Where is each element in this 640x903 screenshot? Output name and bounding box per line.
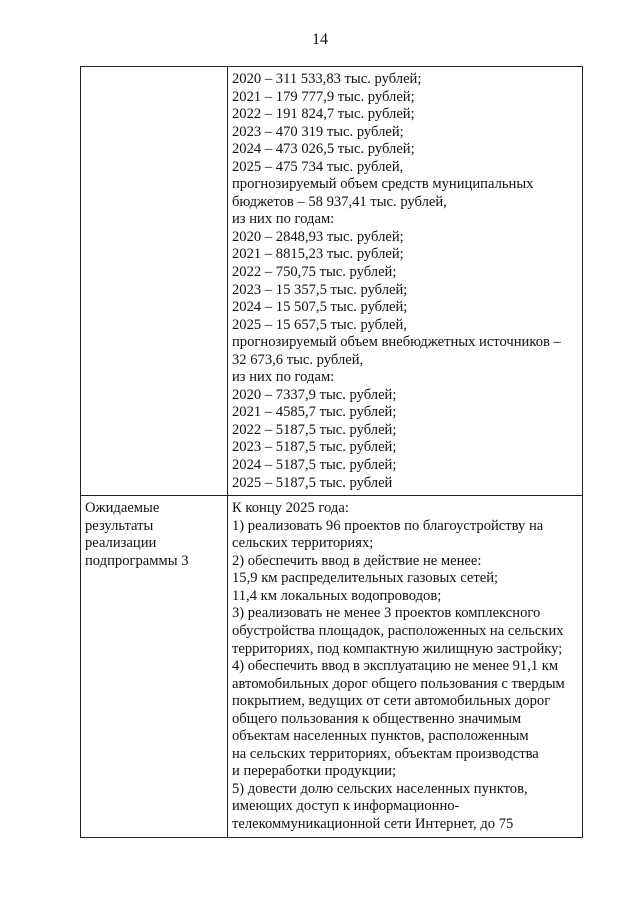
text-line: бюджетов – 58 937,41 тыс. рублей,: [232, 193, 447, 210]
text-line: обустройства площадок, расположенных на сельских: [232, 622, 564, 639]
table-row-expected-results: [81, 496, 583, 837]
text-line: общего пользования к общественно значимым: [232, 710, 522, 727]
text-line: 2024 – 5187,5 тыс. рублей;: [232, 457, 397, 474]
text-line: на сельских территориях, объектам производства: [232, 745, 539, 762]
text-line: 2) обеспечить ввод в действие не менее:: [232, 552, 482, 569]
text-line: Ожидаемые: [85, 500, 160, 517]
text-line: 15,9 км распределительных газовых сетей;: [232, 570, 499, 587]
financing-lines: [228, 67, 582, 495]
text-line: телекоммуникационной сети Интернет, до 75: [232, 815, 514, 832]
text-line: из них по годам:: [232, 369, 335, 386]
text-line: автомобильных дорог общего пользования с твердым: [232, 675, 565, 692]
expected-results-lines: [228, 496, 582, 836]
text-line: 11,4 км локальных водопроводов;: [232, 587, 442, 604]
text-line: покрытием, ведущих от сети автомобильных дорог: [232, 693, 551, 710]
text-line: 2021 – 4585,7 тыс. рублей;: [232, 404, 397, 421]
text-line: 2025 – 5187,5 тыс. рублей: [232, 474, 393, 491]
text-line: К концу 2025 года:: [232, 500, 349, 517]
text-line: 2021 – 179 777,9 тыс. рублей;: [232, 88, 415, 105]
text-line: 4) обеспечить ввод в эксплуатацию не менее 91,1 км: [232, 658, 559, 675]
expected-results-label: [81, 496, 227, 573]
text-line: 2021 – 8815,23 тыс. рублей;: [232, 246, 404, 263]
text-line: 3) реализовать не менее 3 проектов комплексного: [232, 605, 541, 622]
text-line: 2024 – 473 026,5 тыс. рублей;: [232, 141, 415, 158]
text-line: 2022 – 191 824,7 тыс. рублей;: [232, 106, 415, 123]
text-line: сельских территориях;: [232, 535, 374, 552]
text-line: подпрограммы 3: [85, 552, 189, 569]
text-line: реализации: [85, 535, 157, 552]
row-label-text: [81, 67, 227, 74]
text-line: 32 673,6 тыс. рублей,: [232, 351, 364, 368]
text-line: 2024 – 15 507,5 тыс. рублей;: [232, 299, 408, 316]
text-line: 2023 – 5187,5 тыс. рублей;: [232, 439, 397, 456]
text-line: 2023 – 470 319 тыс. рублей;: [232, 123, 404, 140]
page-number: 14: [312, 31, 328, 48]
text-line: 2022 – 5187,5 тыс. рублей;: [232, 421, 397, 438]
row-label-cell: [81, 496, 228, 837]
text-line: 2025 – 475 734 тыс. рублей,: [232, 158, 404, 175]
row-content-cell: [228, 67, 583, 496]
row-content-cell: [228, 496, 583, 837]
text-line: 1) реализовать 96 проектов по благоустройству на: [232, 517, 544, 534]
table-row-financing: [81, 67, 583, 496]
text-line: 5) довести долю сельских населенных пунктов,: [232, 780, 528, 797]
text-line: 2025 – 15 657,5 тыс. рублей,: [232, 316, 407, 333]
text-line: результаты: [85, 517, 154, 534]
text-line: из них по годам:: [232, 211, 335, 228]
text-line: и переработки продукции;: [232, 763, 397, 780]
text-line: имеющих доступ к информационно-: [232, 798, 460, 815]
program-table: [80, 66, 583, 838]
row-label-cell: [81, 67, 228, 496]
text-line: 2023 – 15 357,5 тыс. рублей;: [232, 281, 408, 298]
text-line: 2020 – 2848,93 тыс. рублей;: [232, 228, 404, 245]
text-line: прогнозируемый объем внебюджетных источников –: [232, 334, 561, 351]
text-line: объектам населенных пунктов, расположенным: [232, 728, 529, 745]
text-line: прогнозируемый объем средств муниципальных: [232, 176, 534, 193]
text-line: территориях, под компактную жилищную застройку;: [232, 640, 563, 657]
text-line: 2020 – 7337,9 тыс. рублей;: [232, 386, 397, 403]
text-line: 2020 – 311 533,83 тыс. рублей;: [232, 71, 422, 87]
text-line: 2022 – 750,75 тыс. рублей;: [232, 264, 397, 281]
